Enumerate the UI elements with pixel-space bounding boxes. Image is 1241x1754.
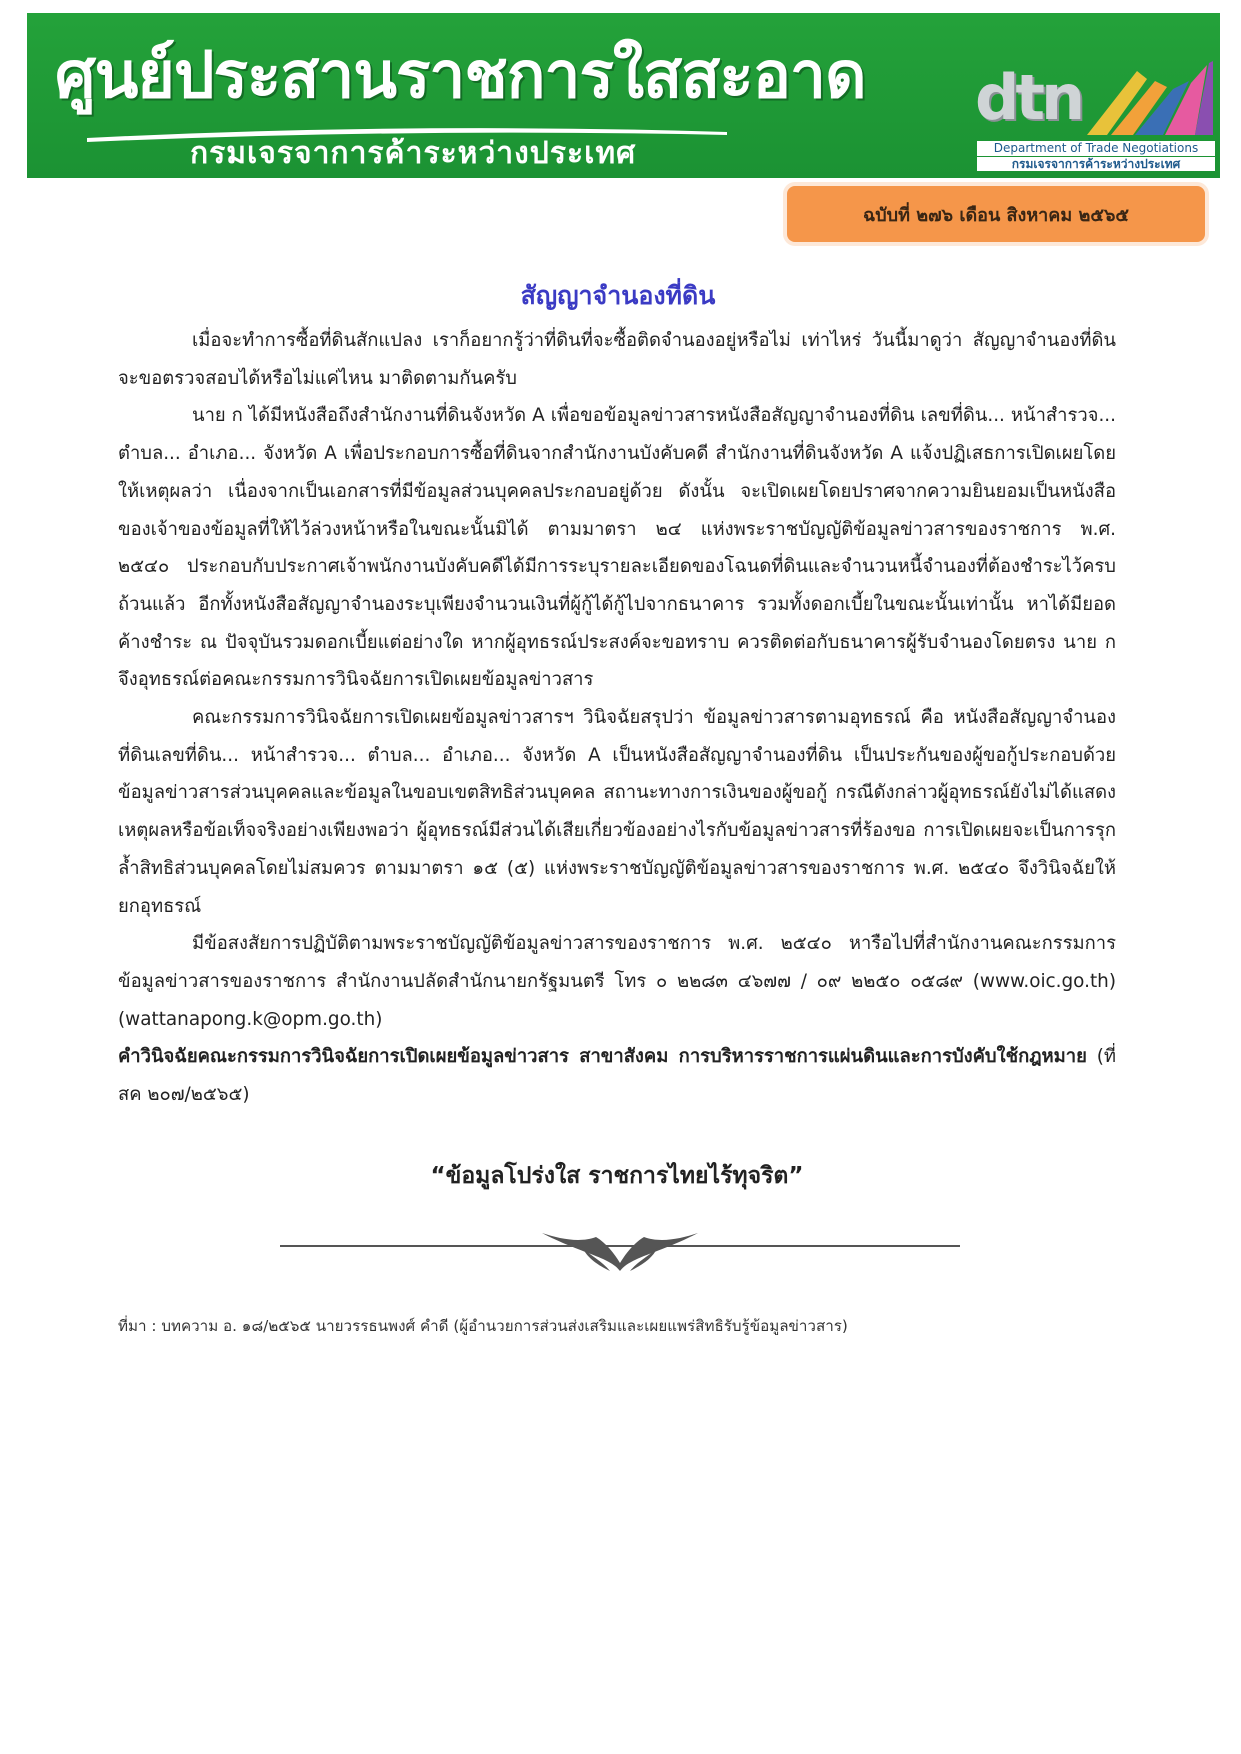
article-paragraph: นาย ก ได้มีหนังสือถึงสำนักงานที่ดินจังหวัด A เพื่อขอข้อมูลข่าวสารหนังสือสัญญาจำนองที่ดิน เลขที่ดิน... หน้าสำรวจ... ตำบล... อำเภอ... จังหวัด A เพื่อประกอบการซื้อที่ดินจากสำนักงานบังคับคดี สำนักงานที่ดินจังหวัด A แจ้งปฏิเสธการเปิดเผยโดยให้เหตุผลว่า เนื่องจากเป็นเอกสารที่มีข้อมูลส่วนบุคคลประกอบอยู่ด้วย ดังนั้น จะเปิดเผยโดยปราศจากความยินยอมเป็นหนังสือของเจ้าของข้อมูลที่ให้ไว้ล่วงหน้าหรือในขณะนั้นมิได้ ตามมาตรา ๒๔ แห่งพระราชบัญญัติข้อมูลข่าวสารของราชการ พ.ศ. ๒๕๔๐ ประกอบกับประกาศเจ้าพนักงานบังคับคดีได้มีการระบุรายละเอียดของโฉนดที่ดินและจำนวนหนี้จำนองที่ต้องชำระไว้ครบถ้วนแล้ว อีกทั้งหนังสือสัญญาจำนองระบุเพียงจำนวนเงินที่ผู้กู้ได้กู้ไปจากธนาคาร รวมทั้งดอกเบี้ยในขณะนั้นเท่านั้น หาได้มียอดค้างชำระ ณ ปัจจุบันรวมดอกเบี้ยแต่อย่างใด หากผู้อุทธรณ์ประสงค์จะขอทราบ ควรติดต่อกับธนาคารผู้รับจำนองโดยตรง นาย ก จึงอุทธรณ์ต่อคณะกรรมการวินิจฉัยการเปิดเผยข้อมูลข่าวสาร bbox=[118, 405, 1116, 691]
ruling-reference bbox=[118, 1038, 1116, 1113]
logo-thai-name: กรมเจรจาการค้าระหว่างประเทศ bbox=[977, 157, 1215, 171]
issue-badge: ฉบับที่ ๒๗๖ เดือน สิงหาคม ๒๕๖๕ bbox=[787, 186, 1205, 242]
article-body bbox=[118, 322, 1116, 1114]
header-banner bbox=[27, 13, 1220, 178]
logo-letters: dtn bbox=[975, 61, 1082, 134]
ruling-number: (ที่ สค ๒๐๗/๒๕๖๕) bbox=[118, 1046, 1116, 1106]
banner-subtitle: กรมเจรจาการค้าระหว่างประเทศ bbox=[190, 136, 637, 171]
logo-stripes-icon bbox=[1077, 51, 1213, 135]
ornament-divider-icon bbox=[280, 1213, 960, 1277]
ruling-title: คำวินิจฉัยคณะกรรมการวินิจฉัยการเปิดเผยข้อมูลข่าวสาร สาขาสังคม การบริหารราชการแผ่นดินและการบังคับใช้กฎหมาย bbox=[118, 1046, 1087, 1068]
article-paragraph: คณะกรรมการวินิจฉัยการเปิดเผยข้อมูลข่าวสารฯ วินิจฉัยสรุปว่า ข้อมูลข่าวสารตามอุทธรณ์ คือ หนังสือสัญญาจำนองที่ดินเลขที่ดิน... หน้าสำรวจ... ตำบล... อำเภอ... จังหวัด A เป็นหนังสือสัญญาจำนองที่ดิน เป็นประกันของผู้ขอกู้ประกอบด้วยข้อมูลข่าวสารส่วนบุคคลและข้อมูลในขอบเขตสิทธิส่วนบุคคล สถานะทางการเงินของผู้ขอกู้ กรณีดังกล่าวผู้อุทธรณ์ยังไม่ได้แสดงเหตุผลหรือข้อเท็จจริงอย่างเพียงพอว่า ผู้อุทธรณ์มีส่วนได้เสียเกี่ยวข้องอย่างไรกับข้อมูลข่าวสารที่ร้องขอ การเปิดเผยจะเป็นการรุกล้ำสิทธิส่วนบุคคลโดยไม่สมควร ตามมาตรา ๑๕ (๕) แห่งพระราชบัญญัติข้อมูลข่าวสารของราชการ พ.ศ. ๒๕๔๐ จึงวินิจฉัยให้ ยกอุทธรณ์ bbox=[118, 707, 1116, 917]
article-title: สัญญาจำนองที่ดิน bbox=[520, 281, 716, 310]
logo-english-name: Department of Trade Negotiations bbox=[977, 141, 1215, 156]
article-paragraph: มีข้อสงสัยการปฏิบัติตามพระราชบัญญัติข้อมูลข่าวสารของราชการ พ.ศ. ๒๕๔๐ หารือไปที่สำนักงานคณะกรรมการข้อมูลข่าวสารของราชการ สำนักงานปลัดสำนักนายกรัฐมนตรี โทร ๐ ๒๒๘๓ ๔๖๗๗ / ๐๙ ๒๒๕๐ ๐๕๘๙ (www.oic.go.th) (wattanapong.k@opm.go.th) bbox=[118, 933, 1116, 1030]
banner-title: ศูนย์ประสานราชการใสสะอาด bbox=[55, 39, 866, 113]
dtn-logo bbox=[947, 25, 1215, 173]
source-credit: ที่มา : บทความ อ. ๑๘/๒๕๖๕ นายวรรธนพงศ์ คำดี (ผู้อำนวยการส่วนส่งเสริมและเผยแพร่สิทธิรับรู้ข้อมูลข่าวสาร) bbox=[118, 1317, 848, 1335]
slogan: “ข้อมูลโปร่งใส ราชการไทยไร้ทุจริต” bbox=[430, 1163, 804, 1189]
article-paragraph: เมื่อจะทำการซื้อที่ดินสักแปลง เราก็อยากรู้ว่าที่ดินที่จะซื้อติดจำนองอยู่หรือไม่ เท่าไหร่ วันนี้มาดูว่า สัญญาจำนองที่ดิน จะขอตรวจสอบได้หรือไม่แค่ไหน มาติดตามกันครับ bbox=[118, 330, 1116, 389]
